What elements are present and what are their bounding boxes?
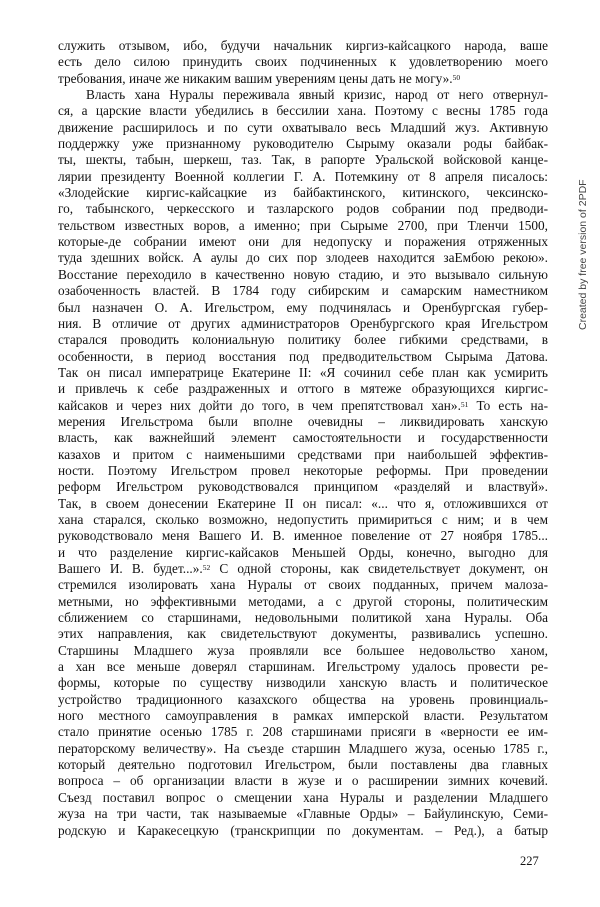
- text-line-content: «Злодейские киргис-кайсацкие из байбактинского, китинского, чексинско-: [58, 185, 548, 201]
- text-line: [58, 201, 548, 217]
- text-line-content: родскую и Каракесецкую (транскрипции по документам. – Ред.), а батыр: [58, 822, 548, 838]
- footnote-ref: 51: [460, 399, 469, 409]
- text-line: [58, 790, 548, 806]
- text-line: [58, 528, 548, 544]
- text-line-content: требования, иначе же никаким вашим уверениям цены дать не могу».: [58, 70, 453, 86]
- text-line-content: поддержку уже признанному руководителю Сырыму оказали роды байбак-: [58, 136, 548, 152]
- text-line-content: го, табынского, черкесского и тазларского родов собрании под предводи-: [58, 201, 548, 217]
- text-line-content: лярии президенту Военной коллегии Г. А. Потемкину от 8 апреля писалось:: [58, 168, 548, 184]
- text-line: [58, 71, 548, 87]
- text-line-content: мерения Игельстрома были вполне очевидны – ликвидировать ханскую: [58, 413, 548, 429]
- text-line: [58, 659, 548, 675]
- text-line-content: стало принятие осенью 1785 г. 208 старшинами присяги в «верности ее им-: [58, 724, 548, 740]
- text-line-content: Власть хана Нуралы переживала явный кризис, народ от него отвернул-: [86, 87, 548, 103]
- text-line: [58, 414, 548, 430]
- text-line-content: кайсаков и через них дойти до того, в чем препятствовал хан».: [58, 397, 461, 413]
- text-line: [58, 283, 548, 299]
- text-line: [58, 643, 548, 659]
- text-line: [58, 773, 548, 789]
- text-line: [58, 152, 548, 168]
- text-line-content: формы, которые по существу низводили ханскую власть и политическое: [58, 675, 548, 691]
- text-line-content: этих направления, как свидетельствуют документы, развивались успешно.: [58, 626, 548, 642]
- text-line-content: был назначен О. А. Игельстром, ему подчинялась и Оренбургская губер-: [58, 299, 548, 315]
- text-line-content: и что разделение киргис-кайсаков Меньшей Орды, конечно, выгодно для: [58, 544, 548, 560]
- text-line-content: служить отзывом, ибо, будучи начальник киргиз-кайсацкого народа, ваше: [58, 38, 548, 53]
- text-line-content: устройство традиционного казахского общества на уровень провинциаль-: [58, 691, 548, 707]
- text-line: [58, 103, 548, 119]
- text-line-content: ного местного самоуправления в рамках имперской власти. Результатом: [58, 708, 548, 724]
- text-line-content: туда здешних войск. А аулы до сих пор злодеев находится заЕмбою рекою».: [58, 250, 548, 266]
- text-line: [58, 365, 548, 381]
- text-line: [58, 234, 548, 250]
- text-line-content: ператорскому величеству». На съезде старшин Младшего жуза, осенью 1785 г.,: [58, 740, 548, 756]
- text-line-content: казахов и притом с наименьшими средствами при наибольшей эффектив-: [58, 446, 548, 462]
- text-line-content: хана старался, сколько возможно, недопустить примириться с ним; и в чем: [58, 511, 548, 527]
- text-line: [58, 545, 548, 561]
- text-line-content: Съезд поставил вопрос о смещении хана Нуралы и разделении Младшего: [58, 789, 548, 805]
- text-line-content: Так, в своем донесении Екатерине II он писал: «... что я, отложившихся от: [58, 495, 548, 511]
- text-line: [58, 430, 548, 446]
- text-line: [58, 806, 548, 822]
- text-line: [58, 561, 548, 577]
- text-line-content: движение расширилось и по сути охватывало весь Младший жуз. Активную: [58, 119, 548, 135]
- text-line-content: ности. Поэтому Игельстром провел некоторые реформы. При проведении: [58, 462, 548, 478]
- text-line: [58, 757, 548, 773]
- text-line: [58, 626, 548, 642]
- text-line: [58, 708, 548, 724]
- text-line: [58, 577, 548, 593]
- text-line: [58, 169, 548, 185]
- text-line: [58, 692, 548, 708]
- text-line-content: Восстание переходило в качественно новую стадию, и это вызывало сильную: [58, 266, 548, 282]
- text-line: [58, 185, 548, 201]
- text-line: [58, 349, 548, 365]
- text-line-content: власть, как важнейший элемент самостоятельности и государственности: [58, 430, 548, 446]
- text-line-content: ния. В отличие от других администраторов Оренбургского края Игельстром: [58, 315, 548, 331]
- text-line: [58, 724, 548, 740]
- text-line: [58, 496, 548, 512]
- text-line: [58, 463, 548, 479]
- text-line: [58, 300, 548, 316]
- page-text: [58, 38, 548, 839]
- text-line: [58, 136, 548, 152]
- text-line-continuation: С одной стороны, как свидетельствует документ, он: [210, 561, 548, 576]
- text-line-content: и привлечь к себе раздраженных и оттого в мятеже образующихся киргис-: [58, 381, 548, 397]
- text-line-content: которые-де собрании имеют они для недопуску и поражения отряженных: [58, 234, 548, 250]
- text-line-content: который деятельно подготовил Игельстром, были поставлены два главных: [58, 757, 548, 773]
- text-line-content: ты, шекты, табын, шеркеш, таз. Так, в рапорте Уральской войсковой канце-: [58, 152, 548, 168]
- watermark: Created by free version of 2PDF: [577, 179, 589, 330]
- text-line-content: есть дело силою принудить своих подчиненных к удовлетворению моего: [58, 54, 548, 70]
- text-line-content: стремился изолировать хана Нуралы от своих подданных, причем малоза-: [58, 577, 548, 593]
- text-line-content: тельством известных воров, а именно; при Сырыме 2700, при Тленчи 1500,: [58, 217, 548, 233]
- text-line: [58, 381, 548, 397]
- text-line-content: Вашего И. В. будет...».: [58, 561, 203, 576]
- text-line-content: ся, а царские власти убедились в бессилии хана. Поэтому с весны 1785 года: [58, 103, 548, 119]
- text-line: [58, 512, 548, 528]
- text-line: [58, 332, 548, 348]
- page-number: 227: [520, 854, 539, 868]
- text-line-content: руководствовало меня Вашего И. В. именное повеление от 27 ноября 1785...: [58, 528, 548, 544]
- text-line-content: метными, но эффективными методами, а с другой стороны, политическим: [58, 593, 548, 609]
- text-line: [58, 120, 548, 136]
- text-line-content: а хан все меньше доверял старшинам. Игельстрому удалось провести ре-: [58, 659, 548, 675]
- text-line-content: сближением со старшинами, недовольными политикой хана Нуралы. Оба: [58, 610, 548, 626]
- footnote-ref: 50: [452, 72, 461, 82]
- text-line: [58, 675, 548, 691]
- text-line-content: Так он писал императрице Екатерине II: «Я сочинил себе план как усмирить: [58, 364, 548, 380]
- text-line: [58, 398, 548, 414]
- text-line-content: вопроса – об организации власти в жузе и о расширении зимних кочевий.: [58, 773, 548, 789]
- text-line: [58, 38, 548, 54]
- text-line: [58, 267, 548, 283]
- text-line-content: Старшины Младшего жуза проявляли все большее недовольство ханом,: [58, 642, 548, 658]
- footnote-ref: 52: [202, 563, 211, 572]
- text-line-content: реформ Игельстром руководствовался принципом «разделяй и властвуй».: [58, 479, 548, 495]
- text-line: [58, 823, 548, 839]
- text-line-content: жуза на три части, так называемые «Главные Орды» – Байулинскую, Семи-: [58, 806, 548, 822]
- text-line: [58, 594, 548, 610]
- text-line: [58, 218, 548, 234]
- text-line: [58, 250, 548, 266]
- text-line-content: особенности, в период восстания под предводительством Сырыма Датова.: [58, 348, 548, 364]
- text-line: [58, 610, 548, 626]
- text-line: [58, 741, 548, 757]
- text-line-continuation: То есть на-: [468, 397, 548, 413]
- text-line: [58, 316, 548, 332]
- text-line-content: старался проводить колониальную политику более гибкими средствами, в: [58, 332, 548, 348]
- text-line: [58, 54, 548, 70]
- text-line: [58, 87, 548, 103]
- text-line: [58, 447, 548, 463]
- text-line: [58, 479, 548, 495]
- text-line-content: озабоченность властей. В 1784 году сибирским и самарским наместником: [58, 283, 548, 299]
